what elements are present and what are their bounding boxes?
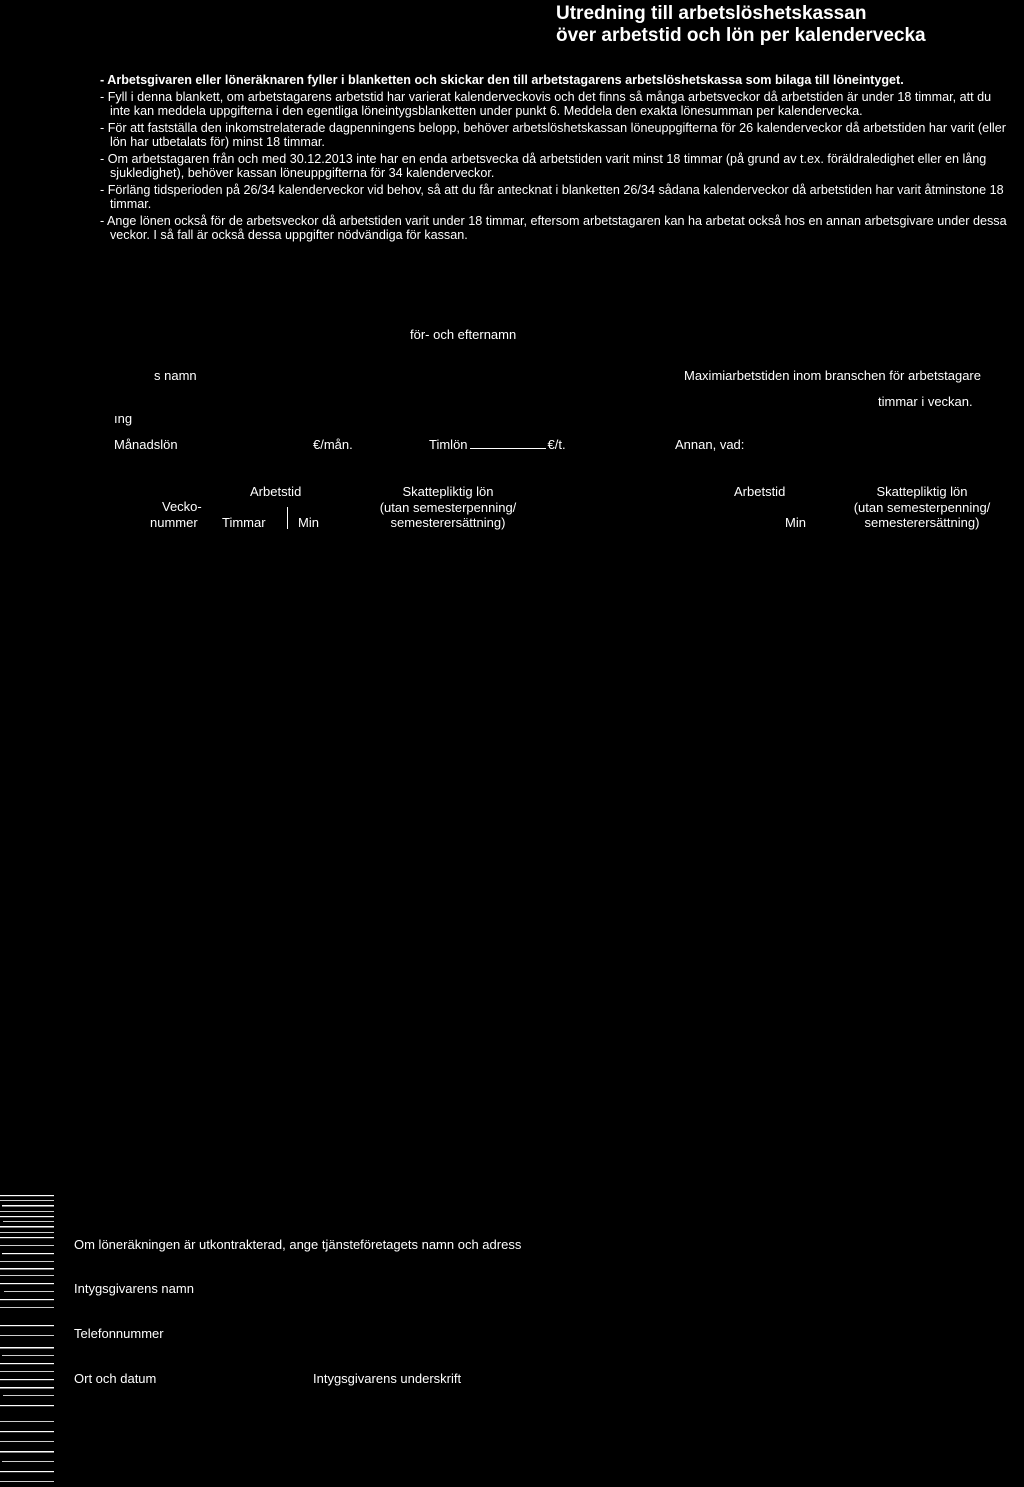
page-title-line1: Utredning till arbetslöshetskassan — [556, 3, 867, 24]
salary-header-right-line1: Skattepliktig lön — [876, 484, 968, 499]
monthly-salary-label: Månadslön — [114, 437, 178, 452]
issuer-name-label: Intygsgivarens namn — [74, 1281, 194, 1296]
monthly-salary-unit: €/mån. — [313, 437, 353, 452]
instruction-item: - Om arbetstagaren från och med 30.12.2013 inte har en enda arbetsvecka då arbetstiden varit minst 18 timmar (på grund av t.ex. föräldraledighet eller en lång sjukledighet), behöver kassan löneuppgifterna för 34 kalenderveckor. — [100, 151, 987, 180]
column-divider — [287, 507, 288, 529]
salary-header-right — [842, 484, 1002, 531]
place-date-label: Ort och datum — [74, 1371, 157, 1386]
barcode-strip — [0, 1195, 54, 1487]
salary-header-left-line3: semesterersättning) — [390, 515, 506, 530]
week-number-header — [150, 499, 202, 530]
salary-header-left — [368, 484, 528, 531]
week-number-line1: Vecko- — [162, 499, 202, 514]
instruction-item: - Arbetsgivaren eller löneräknaren fyller i blanketten och skickar den till arbetstagarens arbetslöshetskassa som bilaga till löneintyget. — [100, 73, 904, 87]
instruction-item: - Förläng tidsperioden på 26/34 kalenderveckor vid behov, så att du får antecknat i blanketten 26/34 sådana kalenderveckor då arbetstiden har varit åtminstone 18 timmar. — [100, 182, 1004, 211]
min-header-left: Min — [298, 515, 319, 530]
worktime-header-left: Arbetstid — [250, 484, 302, 499]
phone-number-label: Telefonnummer — [74, 1326, 164, 1341]
salary-header-left-line1: Skattepliktig lön — [402, 484, 494, 499]
page-title — [556, 3, 926, 47]
instructions-block — [100, 73, 1010, 245]
instruction-item: - Fyll i denna blankett, om arbetstagarens arbetstid har varierat kalenderveckovis och det finns så många arbetsveckor då arbetstiden är under 18 timmar, att du inte kan meddela uppgifterna i den egentliga löneintygsblanketten under punkt 6. Meddela den exakta lönesumman per kalendervecka. — [100, 89, 992, 118]
hours-per-week-label: timmar i veckan. — [878, 394, 973, 409]
salary-header-right-line2: (utan semesterpenning/ — [853, 499, 991, 515]
employee-name-label: för- och efternamn — [410, 327, 517, 342]
hourly-salary-label: Timlön — [429, 437, 468, 452]
instruction-item: - För att fastställa den inkomstrelaterade dagpenningens belopp, behöver arbetslöshetskassan löneuppgifterna för 26 kalenderveckor då arbetstiden har varit (eller lön har utbetalats för) minst 18 timmar. — [100, 120, 1006, 149]
hours-header-left: Timmar — [222, 515, 266, 530]
salary-header-right-line3: semesterersättning) — [864, 515, 980, 530]
employer-name-label: s namn — [154, 368, 197, 383]
min-header-right: Min — [785, 515, 806, 530]
hourly-salary-field[interactable] — [429, 437, 566, 453]
outsourced-payroll-label: Om löneräkningen är utkontrakterad, ange tjänsteföretagets namn och adress — [74, 1237, 522, 1252]
salary-header-left-line2: (utan semesterpenning/ — [379, 499, 517, 515]
hourly-salary-unit: €/t. — [547, 437, 566, 452]
other-salary-label: Annan, vad: — [675, 437, 745, 452]
worktime-header-right: Arbetstid — [734, 484, 786, 499]
week-number-line2: nummer — [150, 514, 198, 530]
instruction-item: - Ange lönen också för de arbetsveckor då arbetstiden varit under 18 timmar, eftersom arbetstagaren kan ha arbetat också hos en annan arbetsgivare under dessa veckor. I så fall är också dessa uppgifter nödvändiga för kassan. — [100, 213, 1007, 242]
partial-label: ıng — [114, 411, 133, 426]
max-hours-label: Maximiarbetstiden inom branschen för arbetstagare — [684, 368, 981, 383]
signature-label: Intygsgivarens underskrift — [313, 1371, 462, 1386]
hourly-salary-line — [470, 447, 546, 449]
page-title-line2: över arbetstid och lön per kalendervecka — [556, 25, 926, 46]
